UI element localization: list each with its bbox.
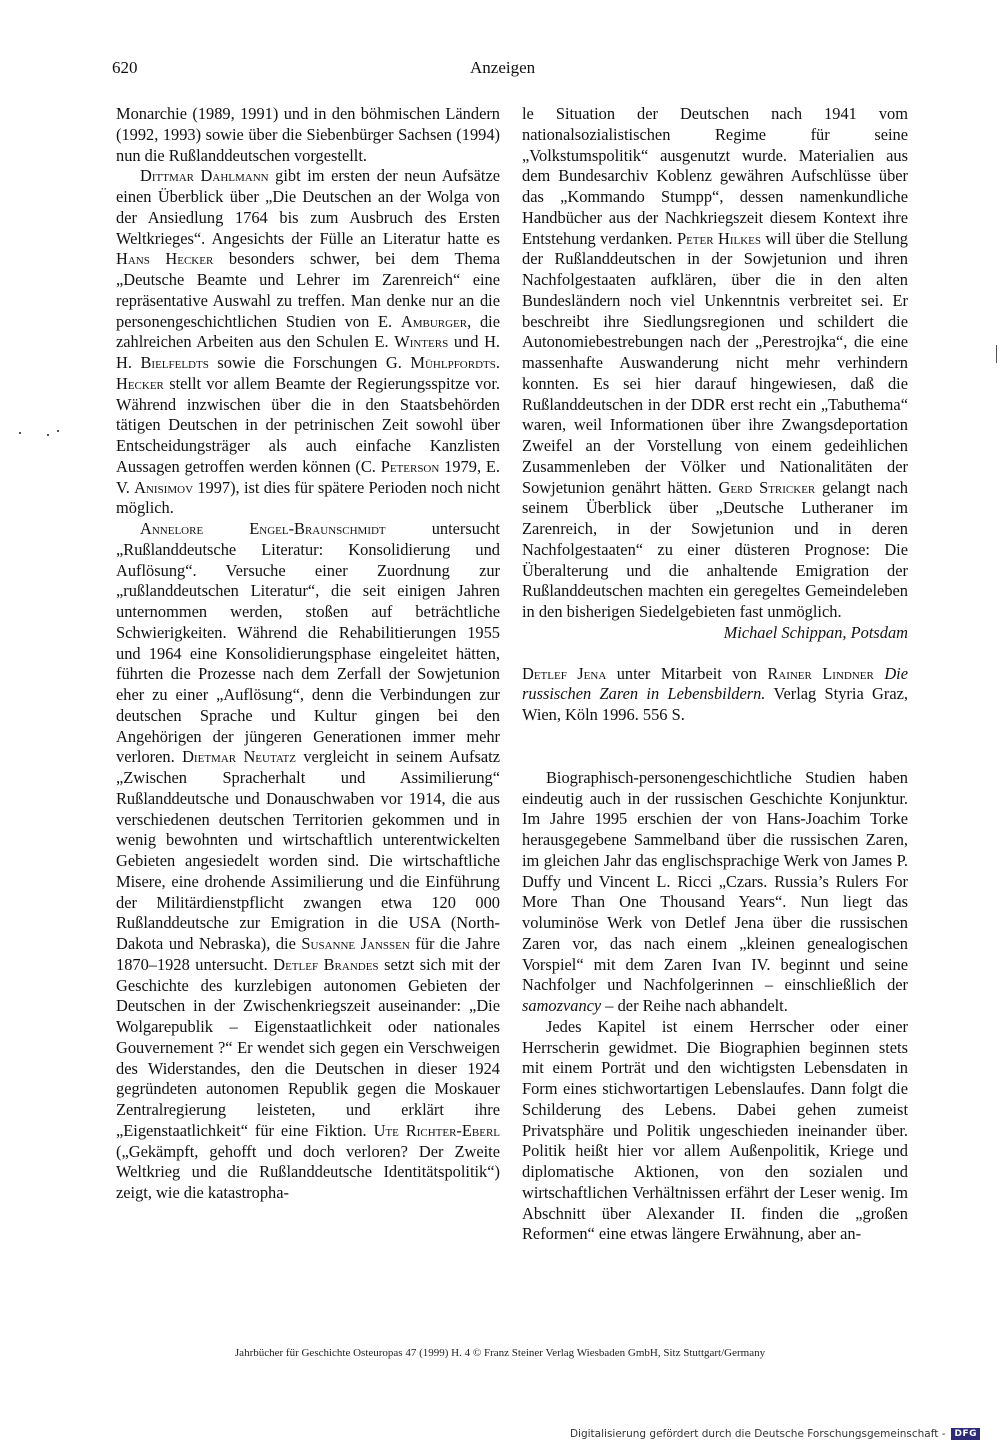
scan-artifact <box>996 345 997 363</box>
book-title: Die russischen Zaren in Lebensbildern. <box>522 663 908 704</box>
author-name: Peterson <box>380 456 440 476</box>
scan-artifact <box>47 434 49 436</box>
author-name: Anisimov <box>134 477 194 497</box>
author-name: Bielfeldts <box>140 353 209 372</box>
scan-artifact <box>57 430 59 432</box>
paragraph: Jedes Kapitel ist einem Herrscher oder einer Herrscherin gewidmet. Die Biographien beginnen stets mit einem Porträt und den wichtigsten Lebensdaten in Form eines stichwortartigen Lebenslaufes. Dann folgt die Schilderung des Lebens. Dabei gehen zumeist Privatsphäre und Politik ungeschieden ineinander über. Politik heißt hier vor allem Außenpolitik, Kriege und diplomatische Aktionen, von den sozialen und wirtschaftlichen Verhältnissen erfährt der Leser wenig. Im Abschnitt über Alexander II. finden die „großen Reformen“ eine etwas längere Erwähnung, aber an- <box>522 1016 908 1244</box>
right-column <box>522 104 908 1245</box>
dfg-logo: DFG <box>951 1428 980 1440</box>
reviewer-signature: Michael Schippan, Potsdam <box>723 622 908 642</box>
paragraph: Biographisch-personengeschichtliche Studien haben eindeutig auch in der russischen Geschichte Konjunktur. Im Jahre 1995 erschien der von Hans-Joachim Torke herausgegebene Sammelband über die russischen Zaren, im gleichen Jahr das englischsprachige Werk von James P. Duffy und Vincent L. Ricci „Czars. Russia’s Rulers For More Than One Thousand Years“. Nun liegt das voluminöse Werk von Detlef Jena über die russischen Zaren vor, das nach einem „kleinen genealogischen Vorspiel“ mit dem Zaren Ivan IV. beginnt und seine Nachfolger und Nachfolgerinnen – einschließlich der samozvancy – der Reihe nach abhandelt. <box>522 767 908 1015</box>
book-citation: Detlef Jena unter Mitarbeit von Rainer Lindner Die russischen Zaren in Lebensbildern. Verlag Styria Graz, Wien, Köln 1996. 556 S. <box>522 663 908 724</box>
paragraph: Monarchie (1989, 1991) und in den böhmischen Ländern (1992, 1993) sowie über die Siebenbürger Sachsen (1994) nun die Rußlanddeutschen vorgestellt. <box>116 104 500 165</box>
paragraph: le Situation der Deutschen nach 1941 vom nationalsozialistischen Regime für seine „Volkstumspolitik“ ausgenutzt wurde. Materialien aus dem Bundesarchiv Koblenz gewähren Aufschlüsse über das „Kommando Stumpp“, dessen namenkundliche Handbücher aus der Nachkriegszeit diesem Kontext ihre Entstehung verdanken. Peter Hilkes will über die Stellung der Rußlanddeutschen in der Sowjetunion und ihren Nachfolgestaaten aufklären, über die in den alten Bundesländern noch viel Unkenntnis verbreitet sei. Er beschreibt ihre Siedlungsregionen und schildert die Autonomiebestrebungen nach der „Perestrojka“, die eine massenhafte Auswanderung nicht mehr verhindern konnten. Es sei hier darauf hingewiesen, daß die Rußlanddeutschen in der DDR erst recht ein „Tabuthema“ waren, weil Informationen über ihre Zwangsdeportation Zweifel an der Vorstellung von einem gedeihlichen Zusammenleben der Völker und Nationalitäten der Sowjetunion genährt hätten. Gerd Stricker gelangt nach seinem Überblick über „Deutsche Lutheraner im Zarenreich, in der Sowjetunion und in deren Nachfolgestaaten“ zu einer düsteren Prognose: Die Überalterung und die anhaltende Emigration der Rußlanddeutschen machten ein geregeltes Gemeindeleben in den bisherigen Siedelgebieten fast unmöglich. <box>522 104 908 621</box>
left-column <box>116 104 500 1204</box>
author-name: Dittmar Dahlmann <box>140 166 269 186</box>
journal-citation: Jahrbücher für Geschichte Osteuropas 47 (1999) H. 4 © Franz Steiner Verlag Wiesbaden GmbH, Sitz Stuttgart/Germany <box>234 1347 766 1359</box>
running-title: Anzeigen <box>470 58 536 77</box>
funding-banner <box>570 1428 980 1440</box>
author-name: Annelore Engel-Braunschmidt <box>140 519 386 538</box>
author-name: Winters <box>394 332 449 352</box>
author-name: Detlef Brandes <box>273 954 379 974</box>
page-number: 620 <box>112 58 138 77</box>
author-name: Ute Richter-Eberl <box>373 1120 500 1140</box>
author-name: Detlef Jena <box>522 663 607 683</box>
author-name: Gerd Stricker <box>718 477 816 497</box>
scan-artifact <box>19 432 21 434</box>
author-name: Susanne Janssen <box>301 934 410 953</box>
author-name: Mühlpfordts <box>410 353 496 372</box>
funding-note: Digitalisierung gefördert durch die Deutsche Forschungsgemeinschaft - <box>569 1428 946 1440</box>
author-name: Rainer Lindner <box>767 663 874 683</box>
paragraph: Annelore Engel-Braunschmidt untersucht „Rußlanddeutsche Literatur: Konsolidierung und Auflösung“. Versuche einer Zuordnung zur „rußlanddeutschen Literatur“, die seit einigen Jahren unternommen werden, stoßen auf beträchtliche Schwierigkeiten. Während die Rehabilitierungen 1955 und 1964 eine Konsolidierungsphase eingeleitet hätten, führten die Prozesse nach dem Zerfall der Sowjetunion eher zu einer „Auflösung“, denn die Verbindungen zur deutschen Sprache und Kultur gingen bei den Angehörigen der jüngeren Generationen immer mehr verloren. Dietmar Neutatz vergleicht in seinem Aufsatz „Zwischen Spracherhalt und Assimilierung“ Rußlanddeutsche und Donauschwaben vor 1914, die aus verschiedenen deutschen Territorien gekommen und in wenig bewohnten und wirtschaftlich unterentwickelten Gebieten angesiedelt worden sind. Die wirtschaftliche Misere, eine drohende Assimilierung und die Einführung der Militärdienstpflicht zwangen etwa 120 000 Rußlanddeutsche zur Emigration in die USA (North-Dakota und Nebraska), die Susanne Janssen für die Jahre 1870–1928 untersucht. Detlef Brandes setzt sich mit der Geschichte des kurzlebigen autonomen Gebieten der Deutschen in der Zwischenkriegszeit auseinander: „Die Wolgarepublik – Eigenstaatlichkeit oder nationales Gouvernement ?“ Er wendet sich gegen ein Verschweigen des Widerstandes, den die Deutschen in dieser 1924 gegründeten autonomen Republik gegen die Moskauer Zentralregierung leisteten, und erklärt ihre „Eigenstaatlichkeit“ für eine Fiktion. Ute Richter-Eberl („Gekämpft, gehofft und doch verloren? Der Zweite Weltkrieg und die Rußlanddeutsche Identitätspolitik“) zeigt, wie die katastropha- <box>116 519 501 1202</box>
paragraph: Dittmar Dahlmann gibt im ersten der neun Aufsätze einen Überblick über „Die Deutschen an der Wolga von der Ansiedlung 1764 bis zum Ausbruch des Ersten Weltkrieges“. Angesichts der Fülle an Literatur hatte es Hans Hecker besonders schwer, bei dem Thema „Deutsche Beamte und Lehrer im Zarenreich“ eine repräsentative Auswahl zu treffen. Man denke nur an die personengeschichtlichen Studien von E. Amburger, die zahlreichen Arbeiten aus den Schulen E. Winters und H. H. Bielfeldts sowie die Forschungen G. Mühlpfordts. Hecker stellt vor allem Beamte der Regierungsspitze vor. Während inzwischen über die in den Staatsbehörden tätigen Deutschen in der petrinischen Zeit sowohl über Entscheidungsträger als auch einfache Kanzlisten Aussagen getroffen werden können (C. Peterson 1979, E. V. Anisimov 1997), ist dies für spätere Perioden noch nicht möglich. <box>116 166 501 518</box>
author-name: Dietmar Neutatz <box>182 747 296 767</box>
author-name: Hans Hecker <box>116 249 214 269</box>
author-name: Peter Hilkes <box>676 228 762 248</box>
author-name: Hecker <box>116 373 164 393</box>
author-name: Amburger <box>400 311 468 331</box>
